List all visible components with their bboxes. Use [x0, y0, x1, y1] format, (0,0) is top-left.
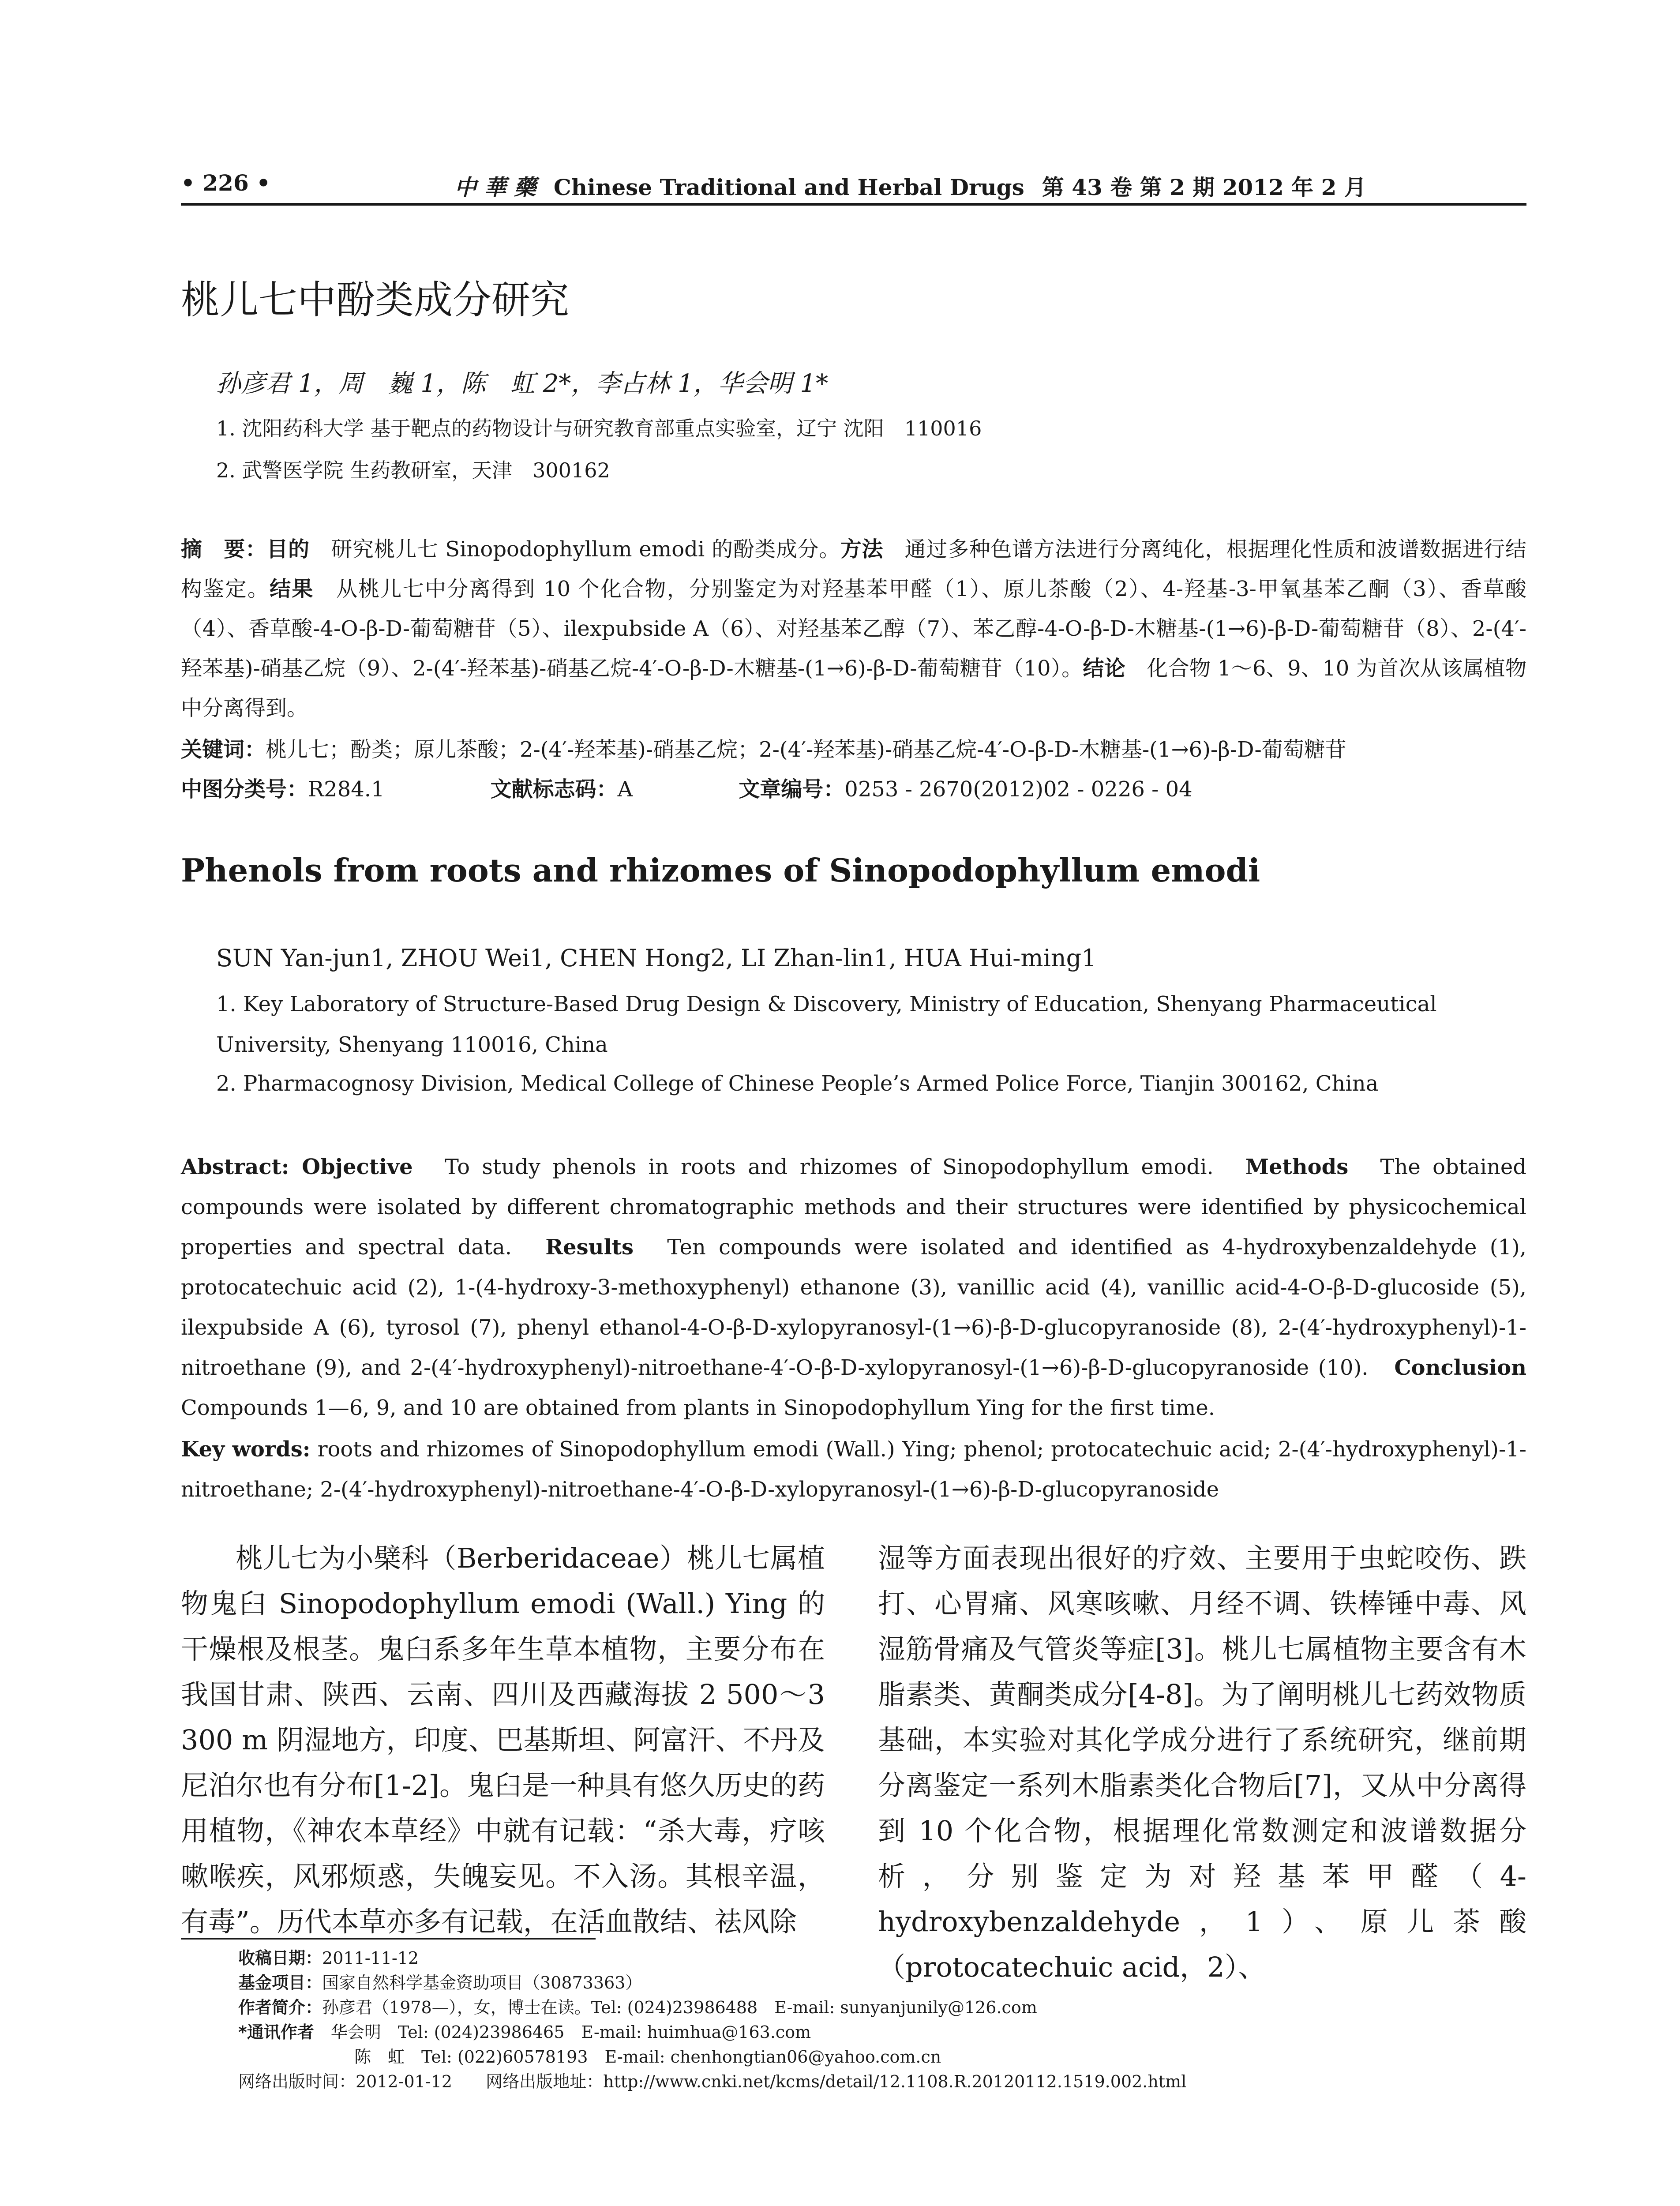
authors-en: SUN Yan-jun1, ZHOU Wei1, CHEN Hong2, LI Zhan-lin1, HUA Hui-ming1 [216, 944, 1097, 972]
conclusion-en: Compounds 1—6, 9, and 10 are obtained from plants in Sinopodophyllum Ying for the first time. [181, 1396, 1215, 1420]
footnote-received [238, 1946, 419, 1970]
clc-value: R284.1 [308, 777, 385, 802]
affiliation-en-1: 1. Key Laboratory of Structure-Based Drug Design & Discovery, Ministry of Education, Shenyang Pharmaceutical University, Shenyang 110016, China [216, 992, 1437, 1057]
results-en: Ten compounds were isolated and identified as 4-hydroxybenzaldehyde (1), protocatechuic acid (2), 1-(4-hydroxy-3-methoxyphenyl) ethanone (3), vanillic acid (4), vanillic acid-4-O-β-D-glucoside (5), ilexpubside A (6), tyrosol (7), phenyl ethanol-4-O-β-D-xylopyranosyl-(1→6)-β-D-glucopyranoside (8), 2-(4′-hydroxyphenyl)-1-nitroethane (9), and 2-(4′-hydroxyphenyl)-nitroethane-4′-O-β-D-xylopyranosyl-(1→6)-β-D-glucopyranoside (10). [181, 1235, 1526, 1380]
objective-cn: 研究桃儿七 Sinopodophyllum emodi 的酚类成分。 [331, 537, 840, 562]
corresponding-label: *通讯作者 [238, 2022, 314, 2042]
footnote-fund [238, 1970, 642, 1995]
methods-en-label: Methods [1245, 1155, 1349, 1179]
page-number: • 226 • [181, 170, 271, 196]
conclusion-en-label: Conclusion [1394, 1355, 1526, 1380]
objective-cn-label: 目的 [266, 537, 310, 562]
body-column-right: 湿等方面表现出很好的疗效、主要用于虫蛇咬伤、跌打、心胃痛、风寒咳嗽、月经不调、铁棒锤中毒、风湿筋骨痛及气管炎等症[3]。桃儿七属植物主要含有木脂素类、黄酮类成分[4-8]。为了阐明桃儿七药效物质基础，本实验对其化学成分进行了系统研究，继前期分离鉴定一系列木脂素类化合物后[7]，又从中分离得到 10 个化合物，根据理化常数测定和波谱数据分析，分别鉴定为对羟基苯甲醛（4-hydroxybenzaldehyde，1）、原儿茶酸（protocatechuic acid，2）、 [878, 1542, 1526, 1983]
keywords-cn-label: 关键词： [181, 737, 266, 762]
fund-label: 基金项目： [238, 1973, 322, 1992]
received-label: 收稿日期： [238, 1948, 322, 1968]
keywords-en-text: roots and rhizomes of Sinopodophyllum emodi (Wall.) Ying; phenol; protocatechuic acid; 2-(4′-hydroxyphenyl)-1-nitroethane; 2-(4′-hydroxyphenyl)-nitroethane-4′-O-β-D-xylopyranosyl-(1→6)-β-D-glucopyranoside [181, 1437, 1526, 1502]
footnote-corresponding [238, 2020, 811, 2045]
keywords-cn [181, 732, 1346, 763]
journal-name-en: Chinese Traditional and Herbal Drugs [553, 174, 1024, 200]
results-en-label: Results [545, 1235, 634, 1260]
keywords-en-label: Key words: [181, 1437, 311, 1462]
article-no-label: 文章编号： [739, 777, 845, 802]
clc-label: 中图分类号： [181, 777, 308, 802]
author-label: 作者简介： [238, 1998, 322, 2017]
journal-header [454, 170, 1366, 202]
abstract-en [181, 1147, 1526, 1428]
footnote-rule [181, 1938, 596, 1940]
conclusion-cn-label: 结论 [1083, 656, 1126, 681]
article-no-value: 0253 - 2670(2012)02 - 0226 - 04 [844, 777, 1192, 802]
abstract-en-label: Abstract: Objective [181, 1155, 413, 1179]
footnote-author [238, 1995, 1037, 2020]
conclusion-cn: 化合物 1～6、9、10 为首次从该属植物中分离得到。 [181, 656, 1526, 720]
corresponding-author-1: 华会明 Tel: (024)23986465 E-mail: huimhua@163.com [330, 2022, 811, 2042]
authors-cn: 孙彦君 1，周 巍 1，陈 虹 2*，李占林 1，华会明 1* [216, 369, 829, 398]
results-cn-label: 结果 [270, 577, 314, 601]
abstract-cn [181, 529, 1526, 728]
classification-line [181, 772, 1192, 803]
affiliation-cn-1: 1. 沈阳药科大学 基于靶点的药物设计与研究教育部重点实验室，辽宁 沈阳 110016 [216, 416, 982, 440]
footnote-online: 网络出版时间：2012-01-12 网络出版地址：http://www.cnki.net/kcms/detail/12.1108.R.20120112.1519.002.html [238, 2072, 1187, 2091]
header-rule [181, 203, 1526, 206]
fund-text: 国家自然科学基金资助项目（30873363） [322, 1973, 642, 1992]
body-column-left: 桃儿七为小檗科（Berberidaceae）桃儿七属植物鬼臼 Sinopodophyllum emodi (Wall.) Ying 的干燥根及根茎。鬼臼系多年生草本植物，主要分布在我国甘肃、陕西、云南、四川及西藏海拔 2 500～3 300 m 阴湿地方，印度、巴基斯坦、阿富汗、不丹及尼泊尔也有分布[1-2]。鬼臼是一种具有悠久历史的药用植物，《神农本草经》中就有记载：“杀大毒，疗咳嗽喉疾，风邪烦惑，失魄妄见。不入汤。其根辛温，有毒”。历代本草亦多有记载，在活血散结、祛风除 [181, 1542, 825, 1938]
title-cn: 桃儿七中酚类成分研究 [181, 277, 570, 323]
author-text: 孙彦君（1978—），女，博士在读。Tel: (024)23986488 E-mail: sunyanjunily@126.com [322, 1998, 1037, 2017]
methods-cn: 通过多种色谱方法进行分离纯化，根据理化性质和波谱数据进行结构鉴定。 [181, 537, 1526, 601]
affiliation-cn-2: 2. 武警医学院 生药教研室，天津 300162 [216, 458, 610, 482]
keywords-cn-text: 桃儿七；酚类；原儿茶酸；2-(4′-羟苯基)-硝基乙烷；2-(4′-羟苯基)-硝基乙烷-4′-O-β-D-木糖基-(1→6)-β-D-葡萄糖苷 [266, 737, 1346, 762]
journal-issue: 第 43 卷 第 2 期 2012 年 2 月 [1042, 174, 1366, 200]
affiliation-en-2: 2. Pharmacognosy Division, Medical College of Chinese People’s Armed Police Force, Tianjin 300162, China [216, 1071, 1379, 1096]
doc-code-label: 文献标志码： [490, 777, 618, 802]
methods-en: The obtained compounds were isolated by different chromatographic methods and their structures were identified by physicochemical properties and spectral data. [181, 1155, 1526, 1260]
methods-cn-label: 方法 [840, 537, 884, 562]
results-cn: 从桃儿七中分离得到 10 个化合物，分别鉴定为对羟基苯甲醛（1）、原儿茶酸（2）、4-羟基-3-甲氧基苯乙酮（3）、香草酸（4）、香草酸-4-O-β-D-葡萄糖苷（5）、ilexpubside A（6）、对羟基苯乙醇（7）、苯乙醇-4-O-β-D-木糖基-(1→6)-β-D-葡萄糖苷（8）、2-(4′-羟苯基)-硝基乙烷（9）、2-(4′-羟苯基)-硝基乙烷-4′-O-β-D-木糖基-(1→6)-β-D-葡萄糖苷（10）。 [181, 577, 1526, 681]
objective-en: To study phenols in roots and rhizomes of Sinopodophyllum emodi. [444, 1155, 1214, 1179]
title-en: Phenols from roots and rhizomes of Sinopodophyllum emodi [181, 852, 1260, 889]
corresponding-author-2: 陈 虹 Tel: (022)60578193 E-mail: chenhongtian06@yahoo.com.cn [354, 2047, 941, 2067]
doc-code-value: A [617, 777, 633, 802]
journal-name-cn: 中 華 藥 [454, 174, 536, 200]
received-date: 2011-11-12 [322, 1948, 419, 1968]
keywords-en [181, 1429, 1526, 1510]
abstract-cn-label: 摘 要： [181, 537, 267, 562]
